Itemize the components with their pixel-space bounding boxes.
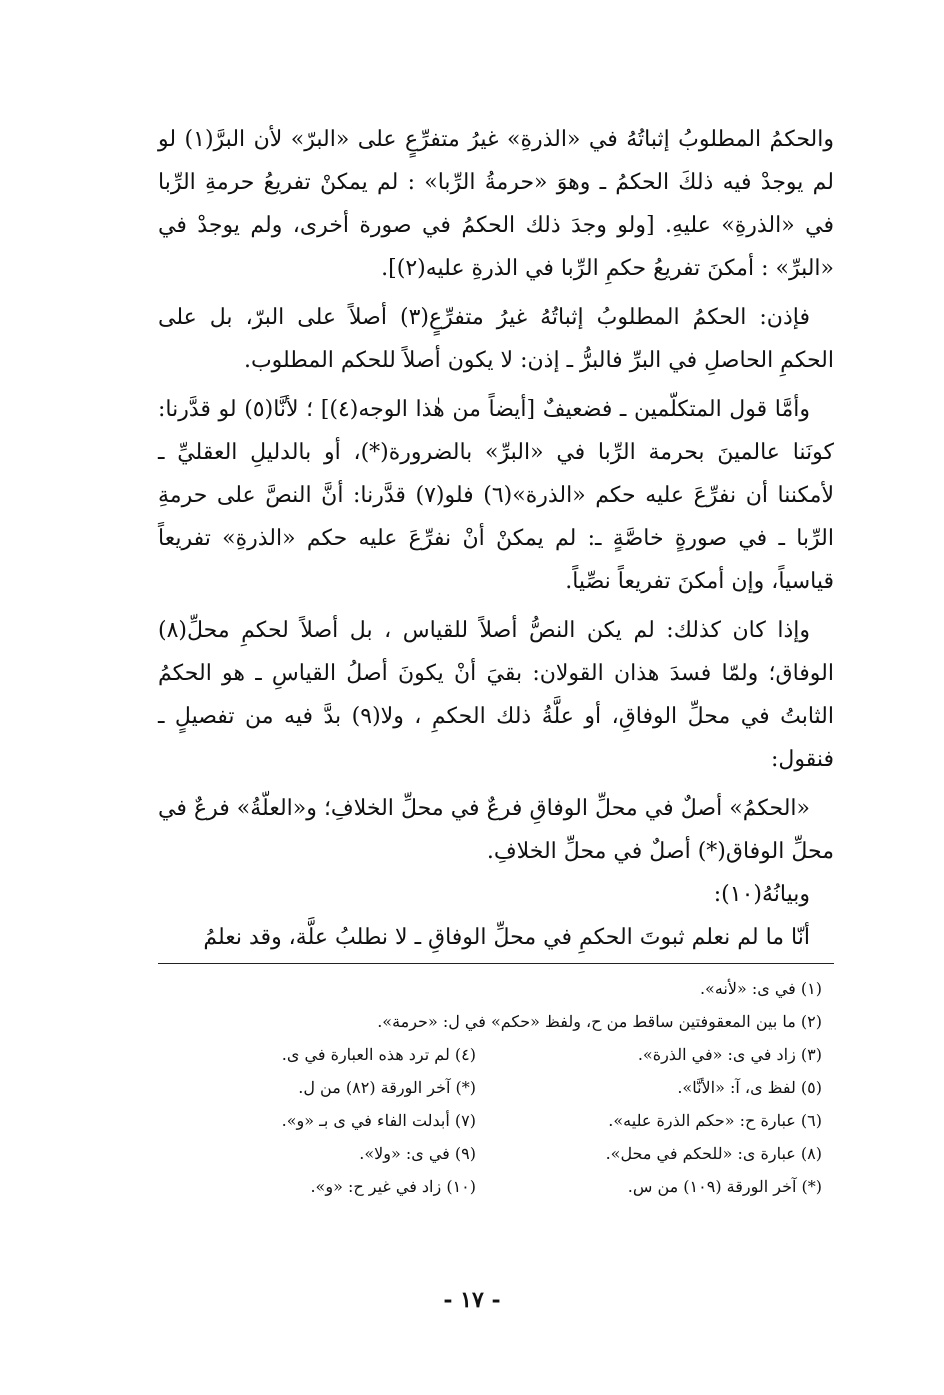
footnote-9: (٩) في ى: «ولا». <box>359 1144 476 1163</box>
paragraph-6: وبيانُهُ(١٠): <box>713 882 810 907</box>
footnote-1: (١) في ى: «لأنه». <box>699 979 822 998</box>
paragraph-5: «الحكمُ» أصلٌ في محلِّ الوفاقِ فرعٌ في محلِّ الخلافِ؛ و«العلّةُ» فرعٌ في محلِّ الوفاق(*) أصلٌ في محلِّ الخلافِ. <box>158 796 834 864</box>
body-text <box>158 118 834 959</box>
footnote-3: (٣) زاد في ى: «في الذرة». <box>637 1045 822 1064</box>
footnote-6: (٦) عبارة ح: «حكم الذرة عليه». <box>608 1111 822 1130</box>
page-number: - ١٧ - <box>443 1287 501 1313</box>
footnote-2: (٢) ما بين المعقوفتين ساقط من ح، ولفظ «حكم» في ل: «حرمة». <box>377 1012 822 1031</box>
footnote-7: (٧) أبدلت الفاء في ى بـ «و». <box>281 1111 476 1130</box>
footnote-separator <box>158 963 834 964</box>
paragraph-4: وإذا كان كذلك: لم يكن النصُّ أصلاً للقياس ، بل أصلاً لحكمِ محلِّ(٨) الوفاق؛ ولمّا فسدَ هذان القولان: بقيَ أنْ يكونَ أصلُ القياسِ ـ هو الحكمُ الثابتُ في محلِّ الوفاقِ، أو علَّةُ ذلك الحكمِ ، ولا(٩) بدَّ فيه من تفصيلٍ ـ فنقول: <box>158 618 834 772</box>
footnote-4: (٤) لم ترد هذه العبارة في ى. <box>281 1045 476 1064</box>
footnote-8: (٨) عبارة ى: «للحكم في محل». <box>605 1144 822 1163</box>
footnote-star-1: (*) آخر الورقة (٨٢) من ل. <box>298 1078 476 1097</box>
footnote-5: (٥) لفظ ى، آ: «الأنَّا». <box>677 1078 822 1097</box>
footnote-grid <box>158 1038 834 1203</box>
footnote-10: (١٠) زاد في غير ح: «و». <box>310 1177 476 1196</box>
document-page <box>158 118 834 1203</box>
paragraph-2: فإذن: الحكمُ المطلوبُ إثباتُهُ غيرُ متفرِّعٍ(٣) أصلاً على البرّ، بل على الحكمِ الحاصلِ في البرِّ فالبرُّ ـ إذن: لا يكون أصلاً للحكم المطلوب. <box>158 305 834 373</box>
paragraph-1: والحكمُ المطلوبُ إثباتُهُ في «الذرةِ» غيرُ متفرِّعٍ على «البرّ» لأن البرَّ(١) لو لم يوجدْ فيه ذلكَ الحكمُ ـ وهوَ «حرمةُ الرِّبا» : لم يمكنْ تفريعُ حرمةِ الرِّبا في «الذرةِ» عليهِ. [ولو وجدَ ذلك الحكمُ في صورة أخرى، ولم يوجدْ في «البرِّ» : أمكنَ تفريعُ حكمِ الرِّبا في الذرةِ عليه(٢)]. <box>158 127 834 281</box>
paragraph-7: أنّا ما لم نعلم ثبوتَ الحكمِ في محلِّ الوفاقِ ـ لا نطلبُ علَّة، وقد نعلمُ <box>203 925 810 950</box>
footnotes <box>158 972 834 1203</box>
footnote-star-2: (*) آخر الورقة (١٠٩) من س. <box>627 1177 822 1196</box>
paragraph-3: وأمَّا قول المتكلّمين ـ فضعيفٌ [أيضاً من هٰذا الوجه(٤)] ؛ لأنَّا(٥) لو قدَّرنا: كونَنا عالمينَ بحرمة الرِّبا في «البرِّ» بالضرورة(*)، أو بالدليلِ العقليِّ ـ لأمكننا أن نفرِّعَ عليه حكم «الذرة»(٦) فلو(٧) قدَّرنا: أنَّ النصَّ على حرمةِ الرِّبا ـ في صورةٍ خاصَّةٍ ـ: لم يمكنْ أنْ نفرِّعَ عليه حكم «الذرةِ» تفريعاً قياسياً، وإن أمكنَ تفريعاً نصِّياً. <box>158 397 834 594</box>
